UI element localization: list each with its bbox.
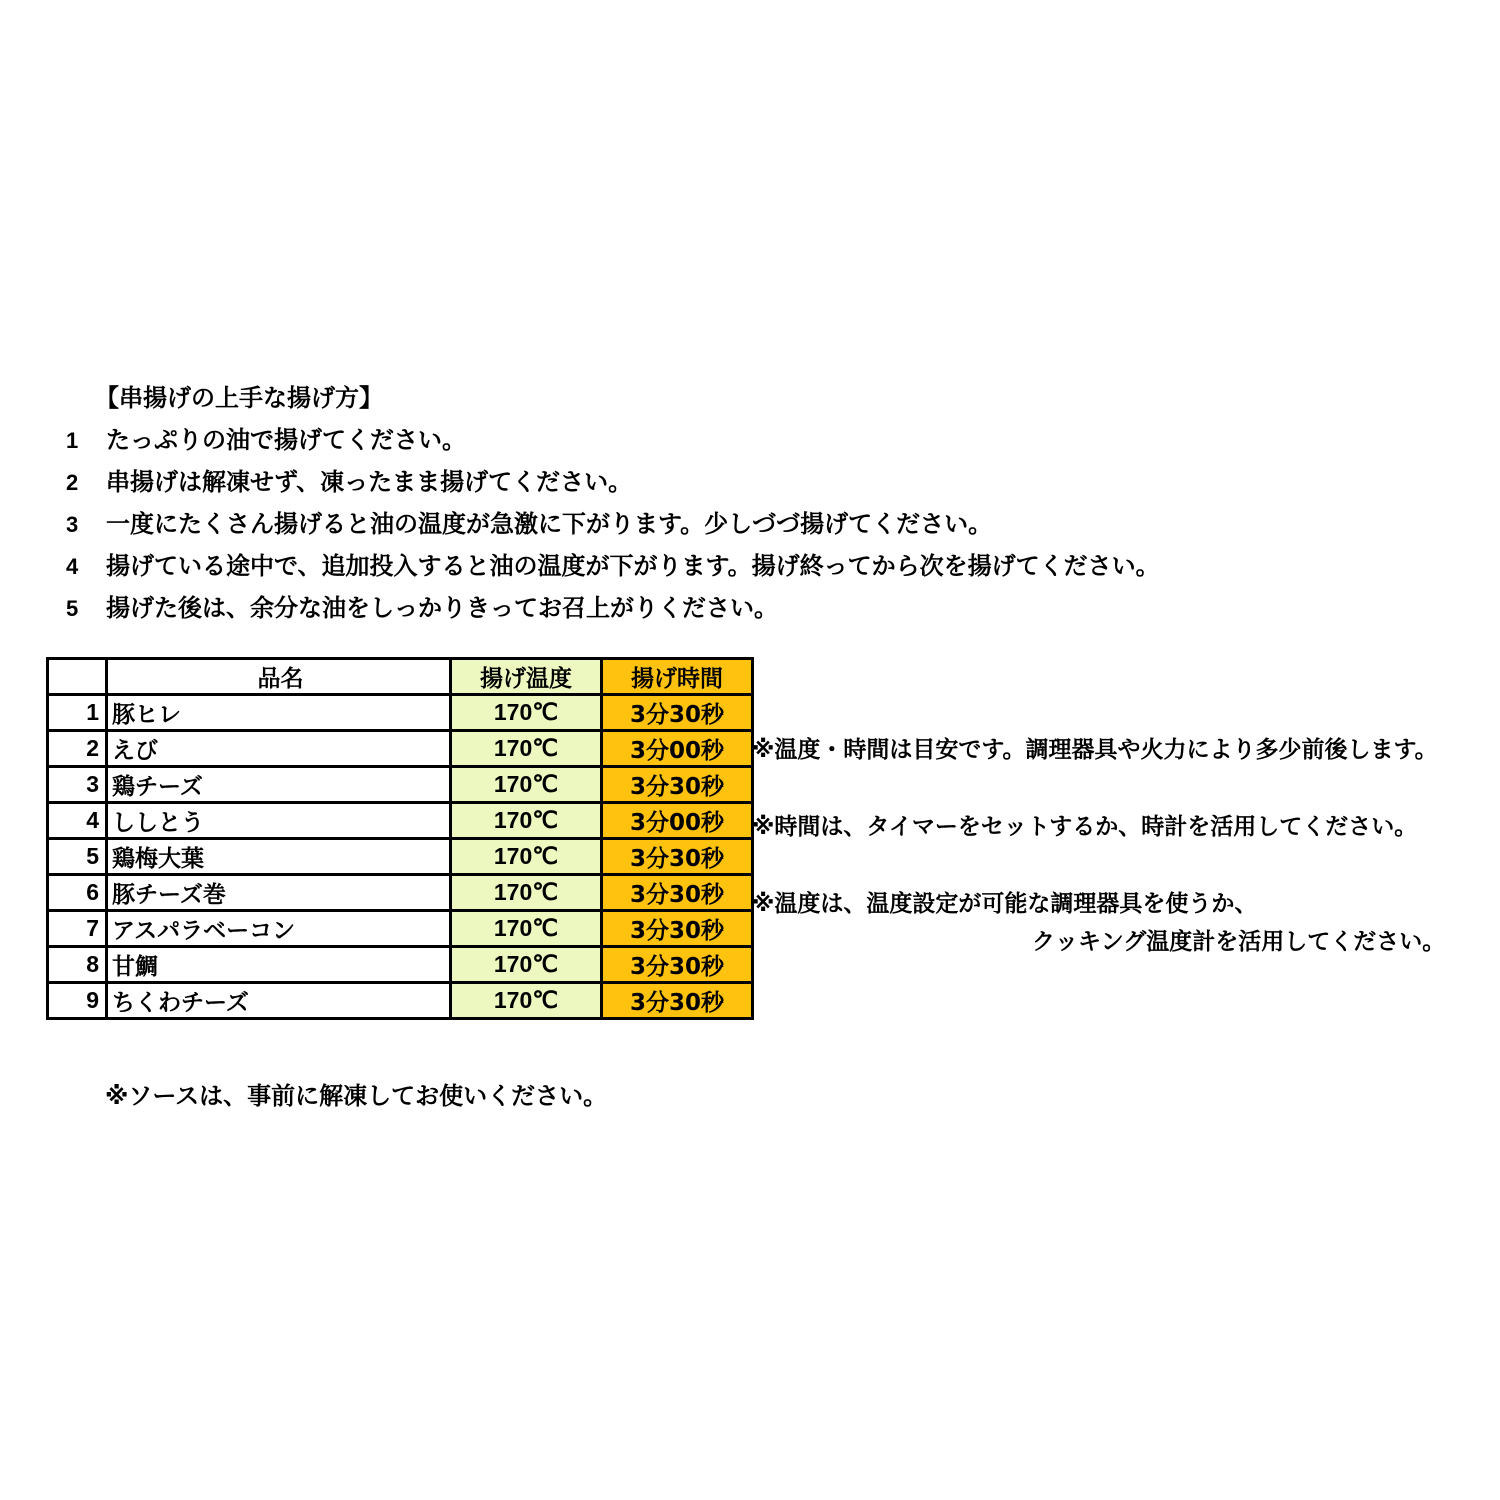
table-row xyxy=(48,839,753,875)
instruction-item xyxy=(66,588,778,628)
item-name: 甘鯛 xyxy=(107,947,451,983)
item-name: 鶏梅大葉 xyxy=(107,839,451,875)
table-row xyxy=(48,695,753,731)
row-number: 1 xyxy=(48,695,107,731)
fry-time: 3分00秒 xyxy=(602,803,753,839)
row-number: 8 xyxy=(48,947,107,983)
table-row xyxy=(48,767,753,803)
header-time: 揚げ時間 xyxy=(602,659,753,695)
note-text: ※時間は、タイマーをセットするか、時計を活用してください。 xyxy=(752,814,1418,840)
table-row xyxy=(48,731,753,767)
note-text: ※温度・時間は目安です。調理器具や火力により多少前後します。 xyxy=(752,737,1438,763)
row-number: 2 xyxy=(48,731,107,767)
fry-temp: 170℃ xyxy=(451,875,602,911)
row-number: 3 xyxy=(48,767,107,803)
note-text: クッキング温度計を活用してください。 xyxy=(1032,929,1446,955)
header-temp: 揚げ温度 xyxy=(451,659,602,695)
table-row xyxy=(48,911,753,947)
fry-temp: 170℃ xyxy=(451,695,602,731)
row-number: 6 xyxy=(48,875,107,911)
item-name: 豚チーズ巻 xyxy=(107,875,451,911)
fry-time: 3分30秒 xyxy=(602,767,753,803)
instruction-item xyxy=(66,546,1160,586)
table-header-row xyxy=(48,659,753,695)
instruction-item xyxy=(66,462,632,502)
item-name: アスパラベーコン xyxy=(107,911,451,947)
fry-temp: 170℃ xyxy=(451,983,602,1019)
fry-temp: 170℃ xyxy=(451,947,602,983)
table-row xyxy=(48,983,753,1019)
step-text: 揚げている途中で、追加投入すると油の温度が下がります。揚げ終ってから次を揚げてください。 xyxy=(106,552,1160,580)
item-name: ししとう xyxy=(107,803,451,839)
fry-time: 3分30秒 xyxy=(602,839,753,875)
fry-time: 3分30秒 xyxy=(602,947,753,983)
fry-time: 3分30秒 xyxy=(602,875,753,911)
item-name: 豚ヒレ xyxy=(107,695,451,731)
step-text: たっぷりの油で揚げてください。 xyxy=(106,426,466,454)
note-text: ※温度は、温度設定が可能な調理器具を使うか、 xyxy=(752,891,1258,917)
header-no xyxy=(48,659,107,695)
fry-time: 3分30秒 xyxy=(602,983,753,1019)
fry-time: 3分30秒 xyxy=(602,911,753,947)
row-number: 4 xyxy=(48,803,107,839)
header-name: 品名 xyxy=(107,659,451,695)
fry-temp: 170℃ xyxy=(451,767,602,803)
table-row xyxy=(48,803,753,839)
page-title: 【串揚げの上手な揚げ方】 xyxy=(95,384,383,412)
row-number: 9 xyxy=(48,983,107,1019)
step-text: 一度にたくさん揚げると油の温度が急激に下がります。少しづづ揚げてください。 xyxy=(106,510,993,538)
fry-temp: 170℃ xyxy=(451,803,602,839)
footer-note: ※ソースは、事前に解凍してお使いください。 xyxy=(105,1082,608,1110)
row-number: 5 xyxy=(48,839,107,875)
item-name: ちくわチーズ xyxy=(107,983,451,1019)
item-name: えび xyxy=(107,731,451,767)
fry-temp: 170℃ xyxy=(451,911,602,947)
step-number: 4 xyxy=(66,554,79,579)
step-number: 3 xyxy=(66,512,79,537)
fry-temp: 170℃ xyxy=(451,731,602,767)
fry-time: 3分00秒 xyxy=(602,731,753,767)
item-name: 鶏チーズ xyxy=(107,767,451,803)
step-number: 5 xyxy=(66,596,79,621)
step-text: 揚げた後は、余分な油をしっかりきってお召上がりください。 xyxy=(106,594,778,622)
step-number: 2 xyxy=(66,470,79,495)
step-number: 1 xyxy=(66,428,79,453)
row-number: 7 xyxy=(48,911,107,947)
frying-table xyxy=(46,657,754,1020)
fry-temp: 170℃ xyxy=(451,839,602,875)
fry-time: 3分30秒 xyxy=(602,695,753,731)
step-text: 串揚げは解凍せず、凍ったまま揚げてください。 xyxy=(106,468,633,496)
table-row xyxy=(48,947,753,983)
instruction-item xyxy=(66,504,992,544)
instruction-item xyxy=(66,420,466,460)
table-row xyxy=(48,875,753,911)
